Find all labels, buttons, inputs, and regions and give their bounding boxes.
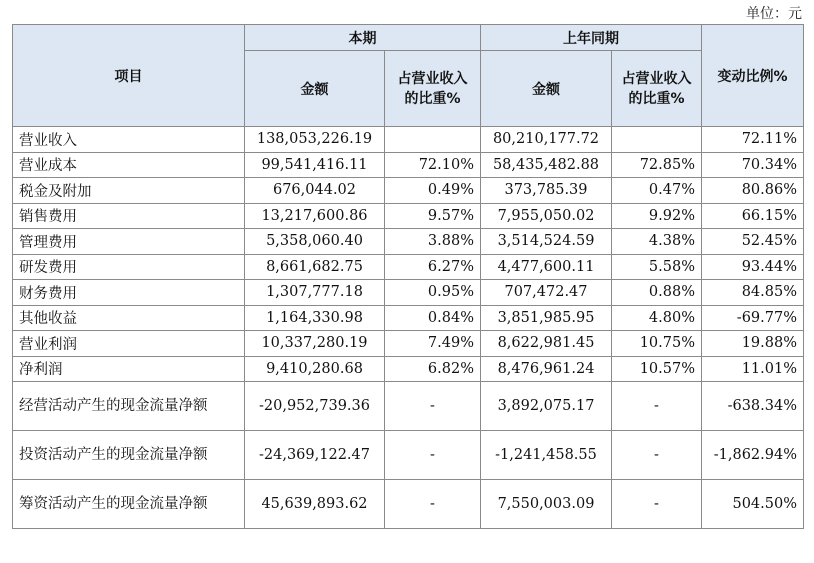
row-item-label: 净利润 (13, 356, 245, 382)
table-row (13, 178, 804, 204)
row-change: 504.50% (702, 480, 804, 529)
row-prior-amount: -1,241,458.55 (481, 431, 612, 480)
row-prior-amount: 80,210,177.72 (481, 127, 612, 153)
table-row (13, 254, 804, 280)
row-current-amount: 8,661,682.75 (245, 254, 385, 280)
table-row (13, 305, 804, 331)
row-change: -69.77% (702, 305, 804, 331)
row-current-amount: 45,639,893.62 (245, 480, 385, 529)
row-prior-ratio: 72.85% (612, 152, 702, 178)
row-current-amount: 138,053,226.19 (245, 127, 385, 153)
row-item-label: 营业收入 (13, 127, 245, 153)
row-prior-ratio: 4.38% (612, 229, 702, 255)
row-current-amount: 13,217,600.86 (245, 203, 385, 229)
table-row (13, 280, 804, 306)
row-change: 80.86% (702, 178, 804, 204)
table-row (13, 203, 804, 229)
row-change: 19.88% (702, 331, 804, 357)
row-current-ratio: 6.27% (385, 254, 481, 280)
row-current-ratio: 0.49% (385, 178, 481, 204)
row-prior-amount: 58,435,482.88 (481, 152, 612, 178)
row-current-amount: 5,358,060.40 (245, 229, 385, 255)
row-item-label: 其他收益 (13, 305, 245, 331)
header-item: 项目 (13, 25, 245, 127)
row-item-label: 营业成本 (13, 152, 245, 178)
row-current-ratio: 9.57% (385, 203, 481, 229)
row-change: 93.44% (702, 254, 804, 280)
row-current-ratio: 3.88% (385, 229, 481, 255)
row-change: 70.34% (702, 152, 804, 178)
row-item-label: 税金及附加 (13, 178, 245, 204)
row-current-amount: 10,337,280.19 (245, 331, 385, 357)
row-item-label: 投资活动产生的现金流量净额 (13, 431, 245, 480)
header-current-period: 本期 (245, 25, 481, 51)
row-prior-ratio: 4.80% (612, 305, 702, 331)
row-item-label: 营业利润 (13, 331, 245, 357)
row-current-ratio: 7.49% (385, 331, 481, 357)
row-prior-amount: 7,955,050.02 (481, 203, 612, 229)
row-prior-ratio: - (612, 480, 702, 529)
row-current-amount: 99,541,416.11 (245, 152, 385, 178)
row-item-label: 筹资活动产生的现金流量净额 (13, 480, 245, 529)
row-current-ratio: 0.95% (385, 280, 481, 306)
row-current-ratio: - (385, 480, 481, 529)
row-item-label: 财务费用 (13, 280, 245, 306)
row-current-amount: 1,307,777.18 (245, 280, 385, 306)
row-change: 84.85% (702, 280, 804, 306)
row-change: 11.01% (702, 356, 804, 382)
header-prior-ratio: 占营业收入的比重% (612, 51, 702, 127)
header-current-ratio: 占营业收入的比重% (385, 51, 481, 127)
row-change: 72.11% (702, 127, 804, 153)
row-prior-amount: 8,622,981.45 (481, 331, 612, 357)
row-current-ratio: - (385, 382, 481, 431)
row-prior-amount: 3,514,524.59 (481, 229, 612, 255)
row-prior-ratio: 10.75% (612, 331, 702, 357)
row-prior-amount: 4,477,600.11 (481, 254, 612, 280)
row-prior-ratio: - (612, 431, 702, 480)
table-row (13, 431, 804, 480)
row-prior-ratio: - (612, 382, 702, 431)
table-body (13, 127, 804, 529)
table-row (13, 382, 804, 431)
row-current-amount: 9,410,280.68 (245, 356, 385, 382)
row-prior-ratio: 10.57% (612, 356, 702, 382)
table-row (13, 480, 804, 529)
row-current-ratio: 0.84% (385, 305, 481, 331)
row-current-amount: -24,369,122.47 (245, 431, 385, 480)
header-prior-amount: 金额 (481, 51, 612, 127)
row-prior-amount: 3,851,985.95 (481, 305, 612, 331)
row-prior-ratio (612, 127, 702, 153)
row-prior-amount: 3,892,075.17 (481, 382, 612, 431)
header-prior-period: 上年同期 (481, 25, 702, 51)
row-prior-amount: 8,476,961.24 (481, 356, 612, 382)
row-prior-ratio: 9.92% (612, 203, 702, 229)
row-prior-ratio: 5.58% (612, 254, 702, 280)
row-current-amount: 1,164,330.98 (245, 305, 385, 331)
row-current-amount: 676,044.02 (245, 178, 385, 204)
row-item-label: 经营活动产生的现金流量净额 (13, 382, 245, 431)
table-row (13, 331, 804, 357)
row-prior-ratio: 0.47% (612, 178, 702, 204)
row-change: 52.45% (702, 229, 804, 255)
row-current-ratio: 6.82% (385, 356, 481, 382)
table-row (13, 152, 804, 178)
row-current-ratio: - (385, 431, 481, 480)
table-row (13, 356, 804, 382)
financial-table (12, 24, 804, 529)
row-current-ratio: 72.10% (385, 152, 481, 178)
row-current-amount: -20,952,739.36 (245, 382, 385, 431)
header-change: 变动比例% (702, 25, 804, 127)
row-item-label: 销售费用 (13, 203, 245, 229)
header-current-amount: 金额 (245, 51, 385, 127)
row-prior-amount: 7,550,003.09 (481, 480, 612, 529)
row-change: -1,862.94% (702, 431, 804, 480)
row-current-ratio (385, 127, 481, 153)
row-change: -638.34% (702, 382, 804, 431)
row-item-label: 管理费用 (13, 229, 245, 255)
row-item-label: 研发费用 (13, 254, 245, 280)
row-prior-amount: 707,472.47 (481, 280, 612, 306)
table-row (13, 127, 804, 153)
row-prior-amount: 373,785.39 (481, 178, 612, 204)
table-row (13, 229, 804, 255)
row-prior-ratio: 0.88% (612, 280, 702, 306)
unit-label: 单位：元 (746, 6, 802, 22)
row-change: 66.15% (702, 203, 804, 229)
